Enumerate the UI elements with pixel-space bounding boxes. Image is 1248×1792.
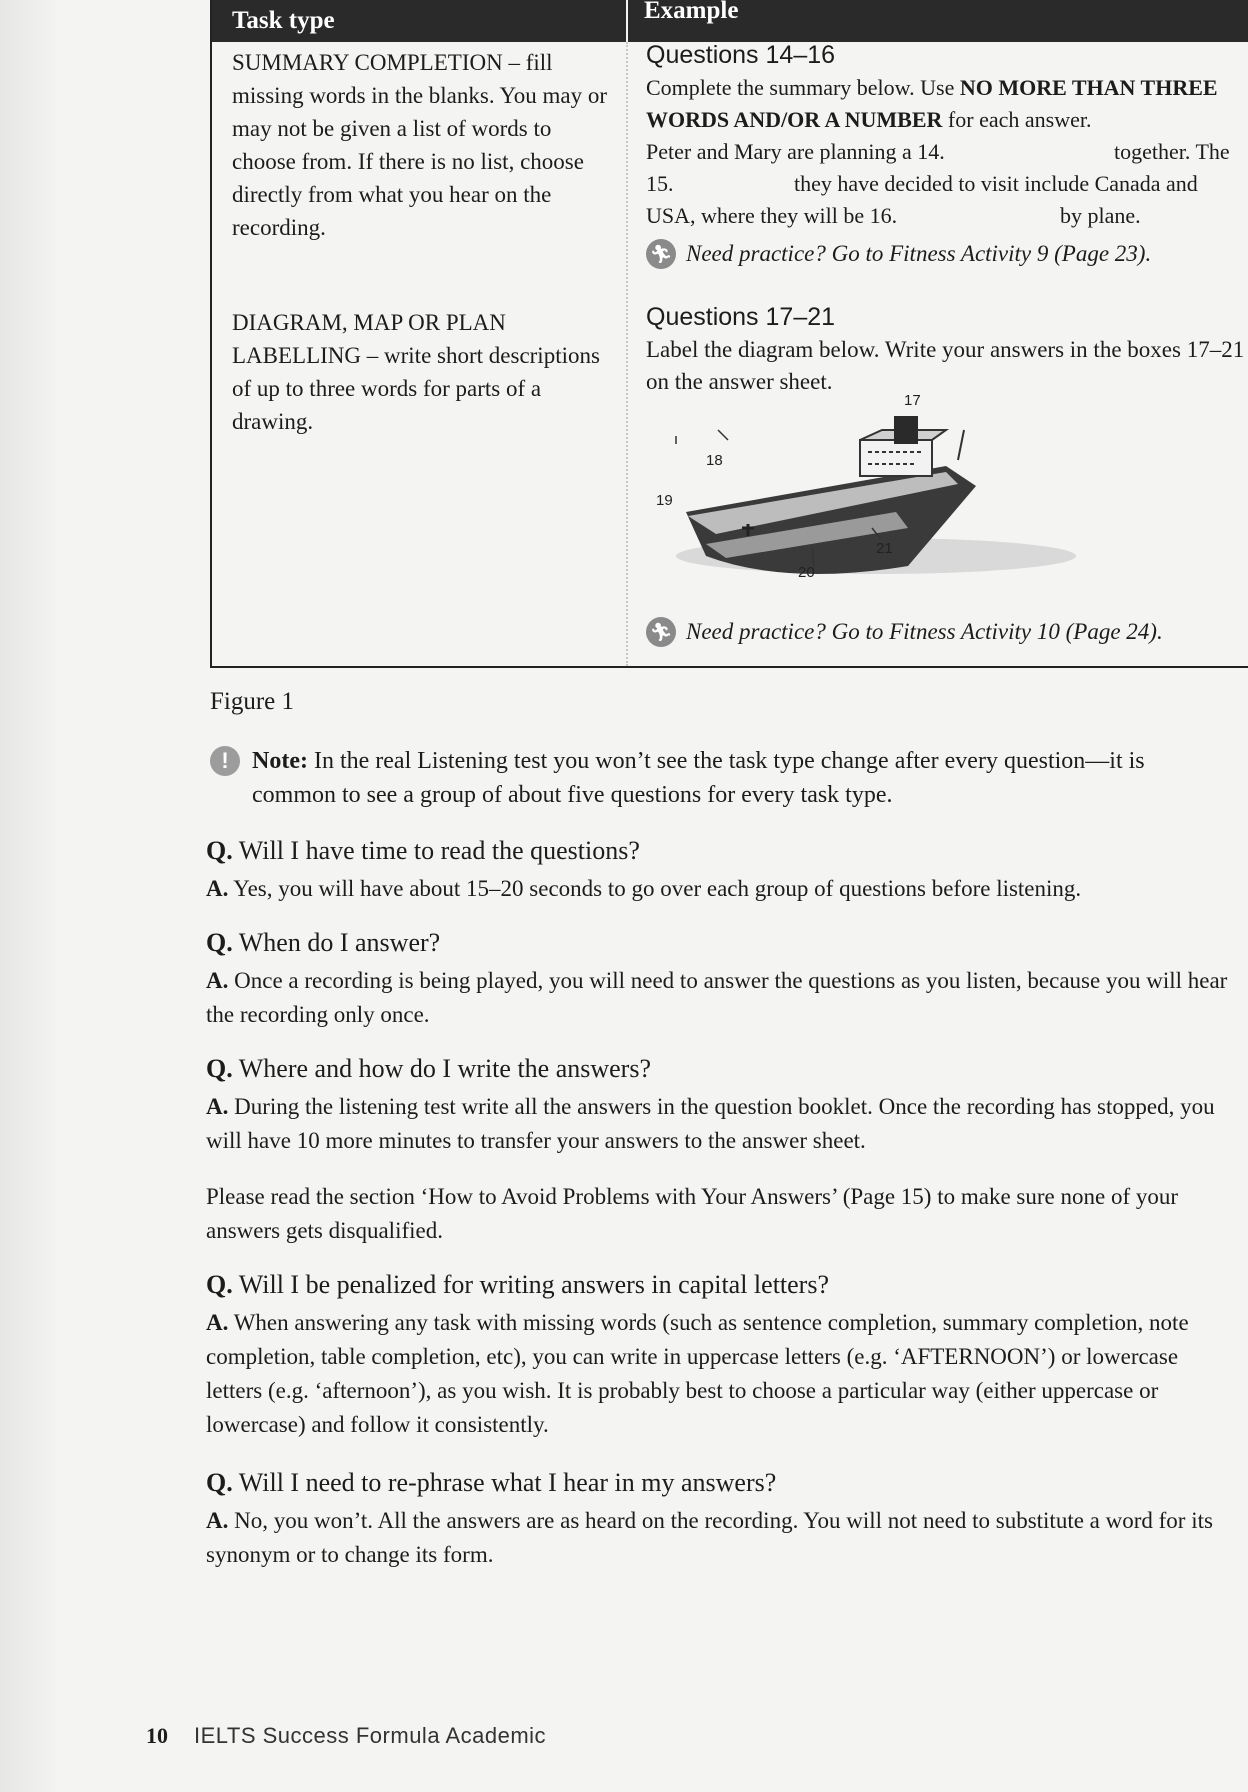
answer: A. When answering any task with missing words (such as sentence completion, summary completion, note completion, table completion, etc), you can write in uppercase letters (e.g. ‘AFTERNOON’) or lowercase letters (e.g. ‘afternoon’), as you wish. It is probably best to choose a particular way (either uppercase or lowercase) and follow it consistently. <box>206 1310 1189 1437</box>
answer: A. Once a recording is being played, you will need to answer the questions as you listen, because you will hear the recording only once. <box>206 968 1228 1027</box>
ship-drawing <box>646 416 1206 596</box>
qa-item <box>206 1268 1236 1442</box>
question: Q. Where and how do I write the answers? <box>206 1054 651 1083</box>
table-header-example: Example <box>628 0 1248 42</box>
qa-item <box>206 834 1236 906</box>
page-edge-shadow <box>0 0 60 1792</box>
question: Q. When do I answer? <box>206 928 441 957</box>
summary-line-15: 15. they have decided to visit include Canada and <box>646 171 1198 196</box>
summary-line-14: Peter and Mary are planning a 14. together. The <box>646 139 1230 164</box>
task-type-summary-completion: SUMMARY COMPLETION – fill missing words in the blanks. You may or may not be given a list of words to choose from. If there is no list, choose directly from what you hear on the recording. <box>232 50 608 240</box>
task-type-diagram-labelling: DIAGRAM, MAP OR PLAN LABELLING – write short descriptions of up to three words for parts of a drawing. <box>232 310 600 434</box>
question: Q. Will I be penalized for writing answers in capital letters? <box>206 1270 829 1299</box>
note-text: Note: In the real Listening test you won’t see the task type change after every question—it is common to see a group of about five questions for every task type. <box>252 748 1145 808</box>
qa-item <box>206 1052 1236 1158</box>
diagram-label-20: 20 <box>798 564 815 581</box>
note-box <box>210 744 1210 812</box>
book-title: IELTS Success Formula Academic <box>194 1723 547 1748</box>
table-header-task-type: Task type <box>212 0 626 42</box>
diagram-label-17: 17 <box>904 392 921 409</box>
question: Q. Will I need to re-phrase what I hear in my answers? <box>206 1468 777 1497</box>
qa-item <box>206 1466 1236 1572</box>
answer: A. During the listening test write all the answers in the question booklet. Once the recording has stopped, you will have 10 more minutes to transfer your answers to the answer sheet. <box>206 1094 1215 1153</box>
questions-14-16-heading: Questions 14–16 <box>646 41 836 69</box>
column-divider <box>626 42 628 666</box>
question: Q. Will I have time to read the questions? <box>206 836 640 865</box>
diagram-label-19: 19 <box>656 492 673 509</box>
diagram-instruction: Label the diagram below. Write your answers in the boxes 17–21 on the answer sheet. <box>646 337 1245 394</box>
questions-17-21-heading: Questions 17–21 <box>646 303 836 331</box>
example-diagram-labelling <box>646 300 1246 398</box>
answer: A. No, you won’t. All the answers are as heard on the recording. You will not need to substitute a word for its synonym or to change its form. <box>206 1508 1213 1567</box>
summary-line-16: USA, where they will be 16. by plane. <box>646 203 1141 228</box>
practice-link-activity-10[interactable]: 🏃︎ Need practice? Go to Fitness Activity 10 (Page 24). <box>646 616 1246 648</box>
practice-link-activity-9[interactable]: 🏃︎ Need practice? Go to Fitness Activity 9 (Page 23). <box>646 238 1246 270</box>
running-person-icon: 🏃︎ <box>646 239 676 269</box>
exclamation-icon: ! <box>210 746 240 776</box>
example-summary-completion <box>646 38 1246 270</box>
diagram-label-18: 18 <box>706 452 723 469</box>
page-number: 10 <box>146 1723 168 1748</box>
running-person-icon: 🏃︎ <box>646 617 676 647</box>
ship-diagram <box>646 392 1206 596</box>
answer: A. Yes, you will have about 15–20 seconds to go over each group of questions before listening. <box>206 876 1082 901</box>
avoid-problems-paragraph: Please read the section ‘How to Avoid Problems with Your Answers’ (Page 15) to make sure none of your answers gets disqualified. <box>206 1184 1179 1243</box>
page-footer <box>146 1723 546 1749</box>
figure-caption: Figure 1 <box>210 688 295 715</box>
diagram-label-21: 21 <box>876 540 893 557</box>
task-type-table <box>210 0 1248 668</box>
qa-item <box>206 926 1236 1032</box>
summary-instruction: Complete the summary below. Use NO MORE THAN THREE WORDS AND/OR A NUMBER for each answer. <box>646 75 1218 132</box>
